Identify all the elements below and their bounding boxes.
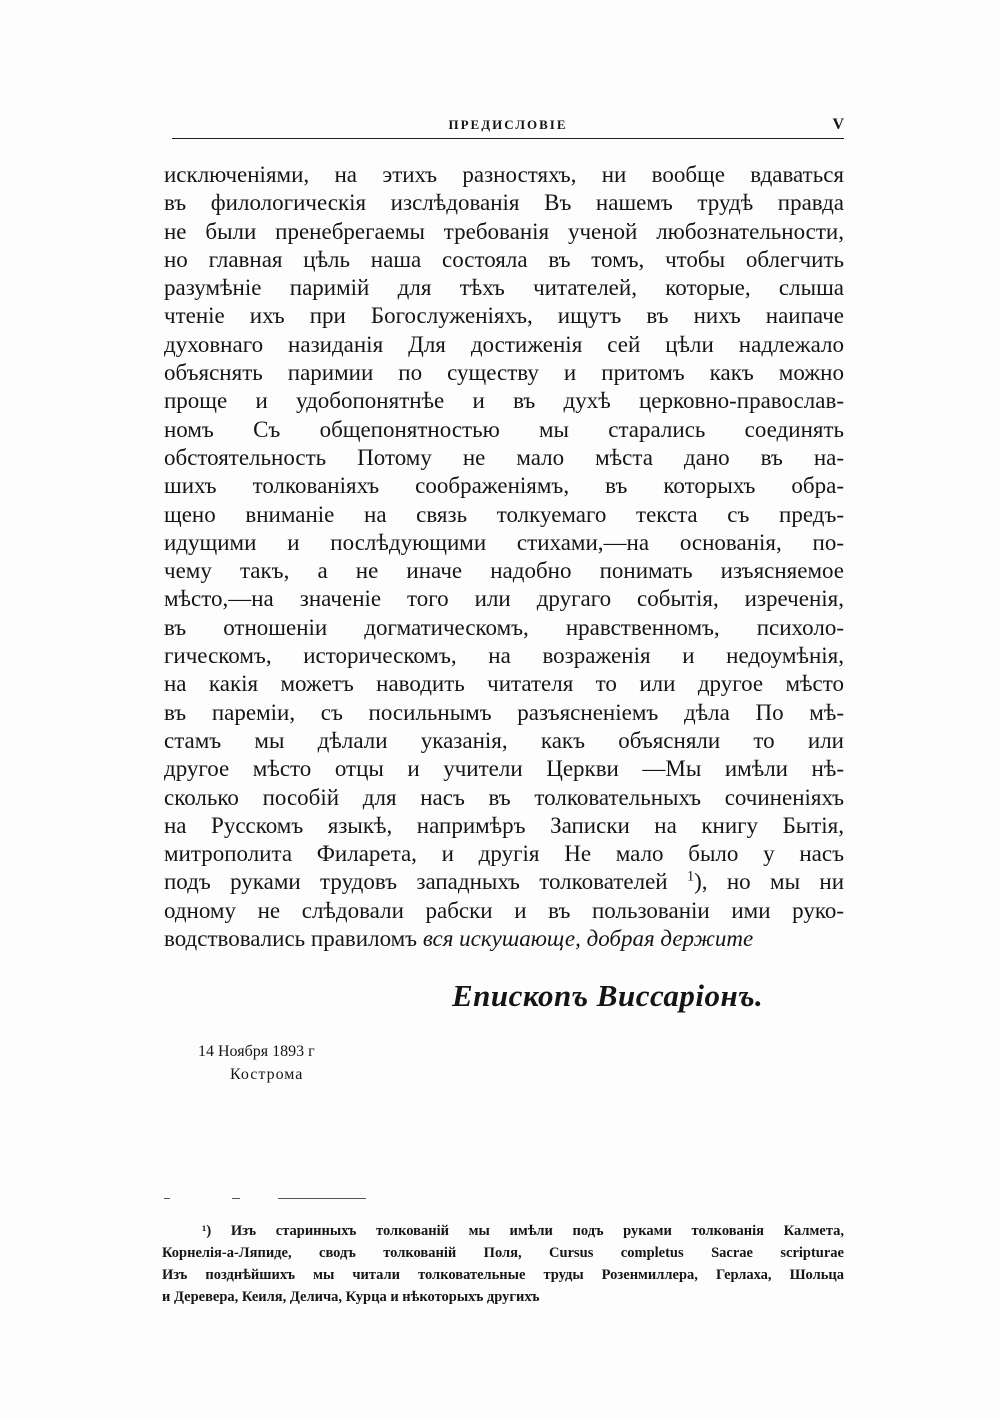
text-line-last <box>164 925 844 953</box>
text-line: въ пареміи, съ посильнымъ разъясненіемъ дѣла По мѣ- <box>164 699 844 725</box>
text-line: мѣсто,—на значеніе того или другаго событія, изреченія, <box>164 586 844 612</box>
preface-body <box>164 161 844 953</box>
text-line: гическомъ, историческомъ, на возраженія и недоумѣнія, <box>164 643 844 669</box>
footnote-rule-segment <box>278 1198 366 1199</box>
text-segment: подъ руками трудовъ западныхъ толкователей <box>164 869 687 895</box>
text-line: номъ Съ общепонятностью мы старались соединять <box>164 416 844 442</box>
footnote-line: и Деревера, Кеиля, Делича, Курца и нѣкоторыхъ другихъ <box>162 1289 540 1305</box>
text-line: идущими и послѣдующими стихами,—на основанія, по- <box>164 529 844 555</box>
text-segment: ), но мы ни <box>694 869 845 895</box>
footnote <box>162 1220 844 1308</box>
text-line: обстоятельность Потому не мало мѣста дано въ на- <box>164 444 844 470</box>
footnote-text: Изъ старинныхъ толкованій мы имѣли подъ руками толкованія Калмета, <box>230 1223 844 1239</box>
text-line: стамъ мы дѣлали указанія, какъ объясняли то или <box>164 727 844 753</box>
text-line: щено вниманіе на связь толкуемаго текста съ предъ- <box>164 501 844 527</box>
text-line: сколько пособій для насъ въ толковательныхъ сочиненіяхъ <box>164 784 844 810</box>
scripture-quote: вся искушающе, добрая держите <box>422 926 754 952</box>
text-segment: водствовались правиломъ <box>164 926 423 952</box>
running-title: ПРЕДИСЛОВІЕ <box>448 117 568 132</box>
footnote-reference: 1 <box>686 868 695 885</box>
dateline <box>198 1040 315 1086</box>
text-line: одному не слѣдовали рабски и въ пользованіи ими руко- <box>164 897 844 923</box>
place: Кострома <box>230 1066 304 1083</box>
text-line: шихъ толкованіяхъ соображеніямъ, въ которыхъ обра- <box>164 473 844 499</box>
date: 14 Ноября 1893 г <box>198 1043 315 1060</box>
text-line: въ филологическія изслѣдованія Въ нашемъ трудѣ правда <box>164 190 844 216</box>
footnote-line: Изъ позднѣйшихъ мы читали толковательные труды Розенмиллера, Герлаха, Шольца <box>162 1267 844 1283</box>
footnote-marker: ¹) <box>202 1223 212 1239</box>
footnote-line: Корнелія-а-Ляпиде, сводъ толкованій Поля, Cursus completus Sacrae scripturae <box>162 1245 844 1261</box>
footnote-rule-segment <box>164 1198 170 1199</box>
footnote-line <box>162 1220 844 1242</box>
text-line: другое мѣсто отцы и учители Церкви —Мы имѣли нѣ- <box>164 756 844 782</box>
text-line: исключеніями, на этихъ разностяхъ, ни вообще вдаваться <box>164 162 844 187</box>
header-rule <box>172 138 844 139</box>
text-line: митрополита Филарета, и другія Не мало было у насъ <box>164 841 844 867</box>
text-line: чтеніе ихъ при Богослуженіяхъ, ищутъ въ нихъ наипаче <box>164 303 844 329</box>
author-signature: Епископъ Виссаріонъ. <box>452 978 764 1013</box>
text-line: въ отношеніи догматическомъ, нравственномъ, психоло- <box>164 614 844 640</box>
text-line-with-footnote-ref <box>164 868 844 896</box>
text-line: чему такъ, а не иначе надобно понимать изъясняемое <box>164 558 844 584</box>
text-line: на какія можетъ наводить читателя то или другое мѣсто <box>164 671 844 697</box>
text-line: разумѣніе паримій для тѣхъ читателей, которые, слыша <box>164 275 844 301</box>
text-line: объяснять паримии по существу и притомъ какъ можно <box>164 360 844 386</box>
text-line: но главная цѣль наша состояла въ томъ, чтобы облегчить <box>164 246 844 272</box>
text-line: на Русскомъ языкѣ, напримѣръ Записки на книгу Бытія, <box>164 812 844 838</box>
text-line: не были пренебрегаемы требованія ученой любознательности, <box>164 218 844 244</box>
text-line: проще и удобопонятнѣе и въ духѣ церковно-православ- <box>164 388 844 414</box>
footnote-rule-segment <box>232 1198 240 1199</box>
text-line: духовнаго назиданія Для достиженія сей цѣли надлежало <box>164 331 844 357</box>
running-head <box>172 116 844 138</box>
page-number: V <box>832 116 844 133</box>
